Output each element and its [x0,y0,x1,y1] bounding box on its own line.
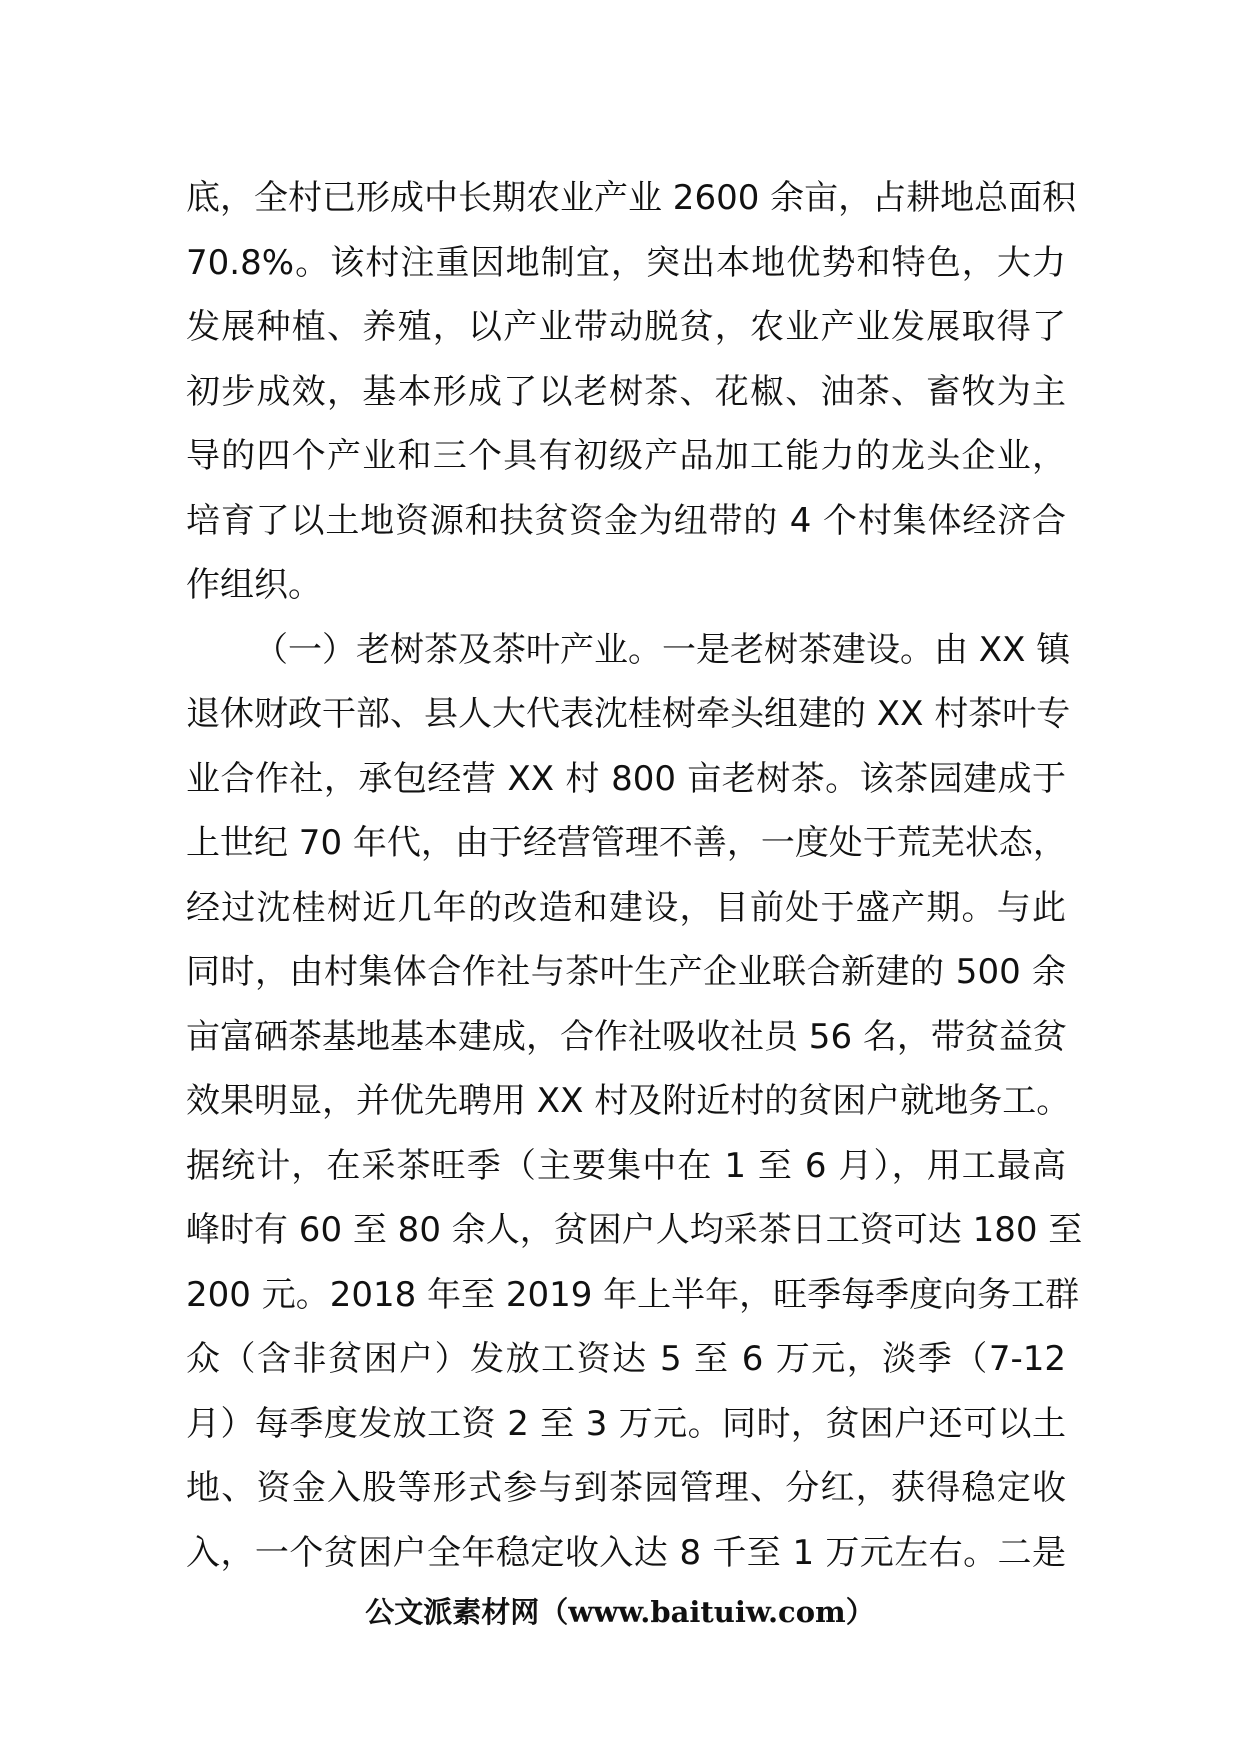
text-line: 业合作社，承包经营 XX 村 800 亩老树茶。该茶园建成于 [186,758,1066,799]
text-line: 底，全村已形成中长期农业产业 2600 余亩，占耕地总面积 [186,178,1077,218]
text-line: 亩富硒茶基地基本建成，合作社吸收社员 56 名，带贫益贫 [186,1016,1067,1057]
text-line: 退休财政干部、县人大代表沈桂树牵头组建的 XX 村茶叶专 [186,694,1071,734]
text-line: 同时，由村集体合作社与茶叶生产企业联合新建的 500 余 [186,952,1066,992]
paragraph-start-line: （一）老树茶及茶叶产业。一是老树茶建设。由 XX 镇 [254,629,1071,670]
text-line: 70.8%。该村注重因地制宜，突出本地优势和特色，大力 [186,242,1066,283]
text-line: 峰时有 60 至 80 余人，贫困户人均采茶日工资可达 180 至 [186,1210,1083,1250]
text-line: 培育了以土地资源和扶贫资金为纽带的 4 个村集体经济合 [186,500,1066,541]
body-text [186,166,1083,1585]
text-line: 众（含非贫困户）发放工资达 5 至 6 万元，淡季（7-12 [186,1339,1066,1379]
text-line: 初步成效，基本形成了以老树茶、花椒、油茶、畜牧为主 [186,371,1066,412]
text-line: 200 元。2018 年至 2019 年上半年，旺季每季度向务工群 [186,1274,1080,1315]
text-line: 上世纪 70 年代，由于经营管理不善，一度处于荒芜状态， [186,823,1067,863]
text-line: 经过沈桂树近几年的改造和建设，目前处于盛产期。与此 [186,887,1066,928]
text-line: 月）每季度发放工资 2 至 3 万元。同时，贫困户还可以土 [186,1403,1066,1444]
text-line: 效果明显，并优先聘用 XX 村及附近村的贫困户就地务工。 [186,1081,1071,1121]
text-line: 地、资金入股等形式参与到茶园管理、分红，获得稳定收 [186,1468,1066,1508]
text-line: 入，一个贫困户全年稳定收入达 8 千至 1 万元左右。二是 [186,1532,1066,1573]
text-line: 据统计，在采茶旺季（主要集中在 1 至 6 月），用工最高 [186,1145,1066,1186]
footer-watermark: 公文派素材网（www.baituiw.com） [365,1595,875,1629]
text-line: 导的四个产业和三个具有初级产品加工能力的龙头企业， [186,436,1066,476]
text-line: 发展种植、养殖，以产业带动脱贫，农业产业发展取得了 [186,307,1066,347]
text-line: 作组织。 [186,565,322,605]
